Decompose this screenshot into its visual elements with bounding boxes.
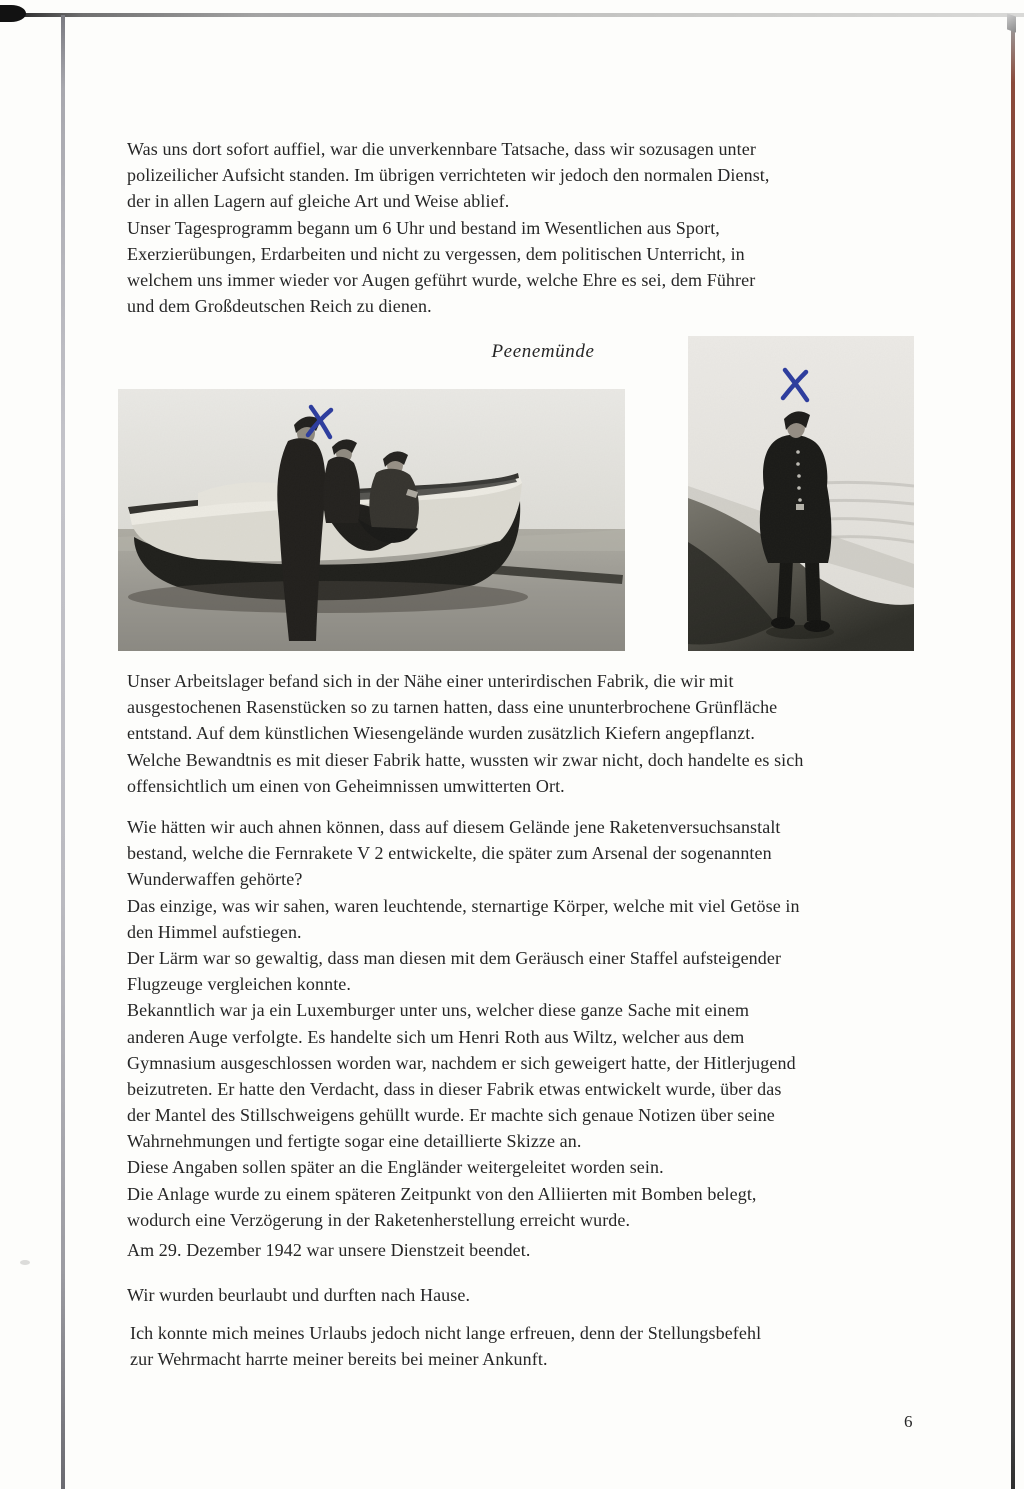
text-line: welchem uns immer wieder vor Augen geführt wurde, welche Ehre es sei, dem Führer [127,269,756,290]
text-line: Das einzige, was wir sahen, waren leuchtende, sternartige Körper, welche mit viel Getöse in [127,895,800,916]
text-line: Am 29. Dezember 1942 war unsere Dienstzeit beendet. [127,1240,531,1260]
text-line: Wir wurden beurlaubt und durften nach Hause. [127,1285,471,1305]
text-line: polizeilicher Aufsicht standen. Im übrigen verrichteten wir jedoch den normalen Dienst, [127,165,770,186]
text-line: bestand, welche die Fernrakete V 2 entwickelte, die später zum Arsenal der sogenannten [127,843,772,864]
text-line: Ich konnte mich meines Urlaubs jedoch nicht lange erfreuen, denn der Stellungsbefehl [130,1323,762,1343]
scan-artifact-corner-blob [0,5,26,22]
text-line: Exerzierübungen, Erdarbeiten und nicht zu vergessen, dem politischen Unterricht, in [127,243,745,264]
page-number: 6 [904,1412,913,1431]
paragraph-camp-routine [127,136,770,319]
text-line: entstand. Auf dem künstlichen Wiesengelände wurden zusätzlich Kiefern angepflanzt. [127,723,755,744]
text-line: anderen Auge verfolgte. Es handelte sich um Henri Roth aus Wiltz, welcher aus dem [127,1026,745,1047]
text-line: Welche Bewandtnis es mit dieser Fabrik hatte, wussten wir zwar nicht, doch handelte es sich [127,749,804,770]
paragraph-furlough [127,1282,470,1308]
text-line: der in allen Lagern auf gleiche Art und Weise ablief. [127,191,510,212]
scan-artifact-book-edge [1011,24,1015,1489]
text-line: den Himmel aufstiegen. [127,921,302,942]
text-line: Wie hätten wir auch ahnen können, dass auf diesem Gelände jene Raketenversuchsanstalt [127,817,781,837]
photo-soldier-on-beach [688,336,914,651]
paragraph-service-end [127,1237,530,1263]
paragraph-v2-rockets [127,814,800,1233]
text-line: Unser Arbeitslager befand sich in der Nähe einer unterirdischen Fabrik, die wir mit [127,671,734,691]
scan-artifact-page-fold [61,15,65,1489]
photo-soldiers-on-boat [118,389,625,651]
text-line: Gymnasium ausgeschlossen worden war, nachdem er sich geweigert hatte, der Hitlerjugend [127,1052,796,1073]
text-line: und dem Großdeutschen Reich zu dienen. [127,296,432,317]
text-line: Der Lärm war so gewaltig, dass man diesen mit dem Geräusch einer Staffel aufsteigender [127,947,782,968]
text-line: Unser Tagesprogramm begann um 6 Uhr und bestand im Wesentlichen aus Sport, [127,217,720,238]
paragraph-wehrmacht-call [130,1320,761,1372]
text-line: Diese Angaben sollen später an die Engländer weitergeleitet worden sein. [127,1157,664,1178]
scan-artifact-book-edge-cap [1007,13,1016,32]
text-line: zur Wehrmacht harrte meiner bereits bei meiner Ankunft. [130,1349,548,1370]
text-line: Die Anlage wurde zu einem späteren Zeitpunkt von den Alliierten mit Bomben belegt, [127,1183,757,1204]
photo-caption: Peenemünde [491,341,595,362]
text-line: Bekanntlich war ja ein Luxemburger unter uns, welcher diese ganze Sache mit einem [127,1000,750,1021]
text-line: Wahrnehmungen und fertigte sogar eine detaillierte Skizze an. [127,1131,582,1152]
text-line: Was uns dort sofort auffiel, war die unverkennbare Tatsache, dass wir sozusagen unter [127,139,756,159]
text-line: ausgestochenen Rasenstücken so zu tarnen hatten, dass eine ununterbrochene Grünfläche [127,697,778,718]
text-line: offensichtlich um einen von Geheimnissen umwitterten Ort. [127,775,565,796]
text-line: wodurch eine Verzögerung in der Raketenherstellung erreicht wurde. [127,1209,631,1230]
text-line: Wunderwaffen gehörte? [127,869,303,890]
paragraph-underground-factory [127,668,803,799]
text-line: beizutreten. Er hatte den Verdacht, dass in dieser Fabrik etwas entwickelt wurde, über das [127,1078,782,1099]
scan-smudge [20,1260,30,1265]
text-line: der Mantel des Stillschweigens gehüllt wurde. Er machte sich genaue Notizen über seine [127,1105,775,1126]
scan-artifact-top-edge [0,13,1024,17]
text-line: Flugzeuge vergleichen konnte. [127,974,351,995]
